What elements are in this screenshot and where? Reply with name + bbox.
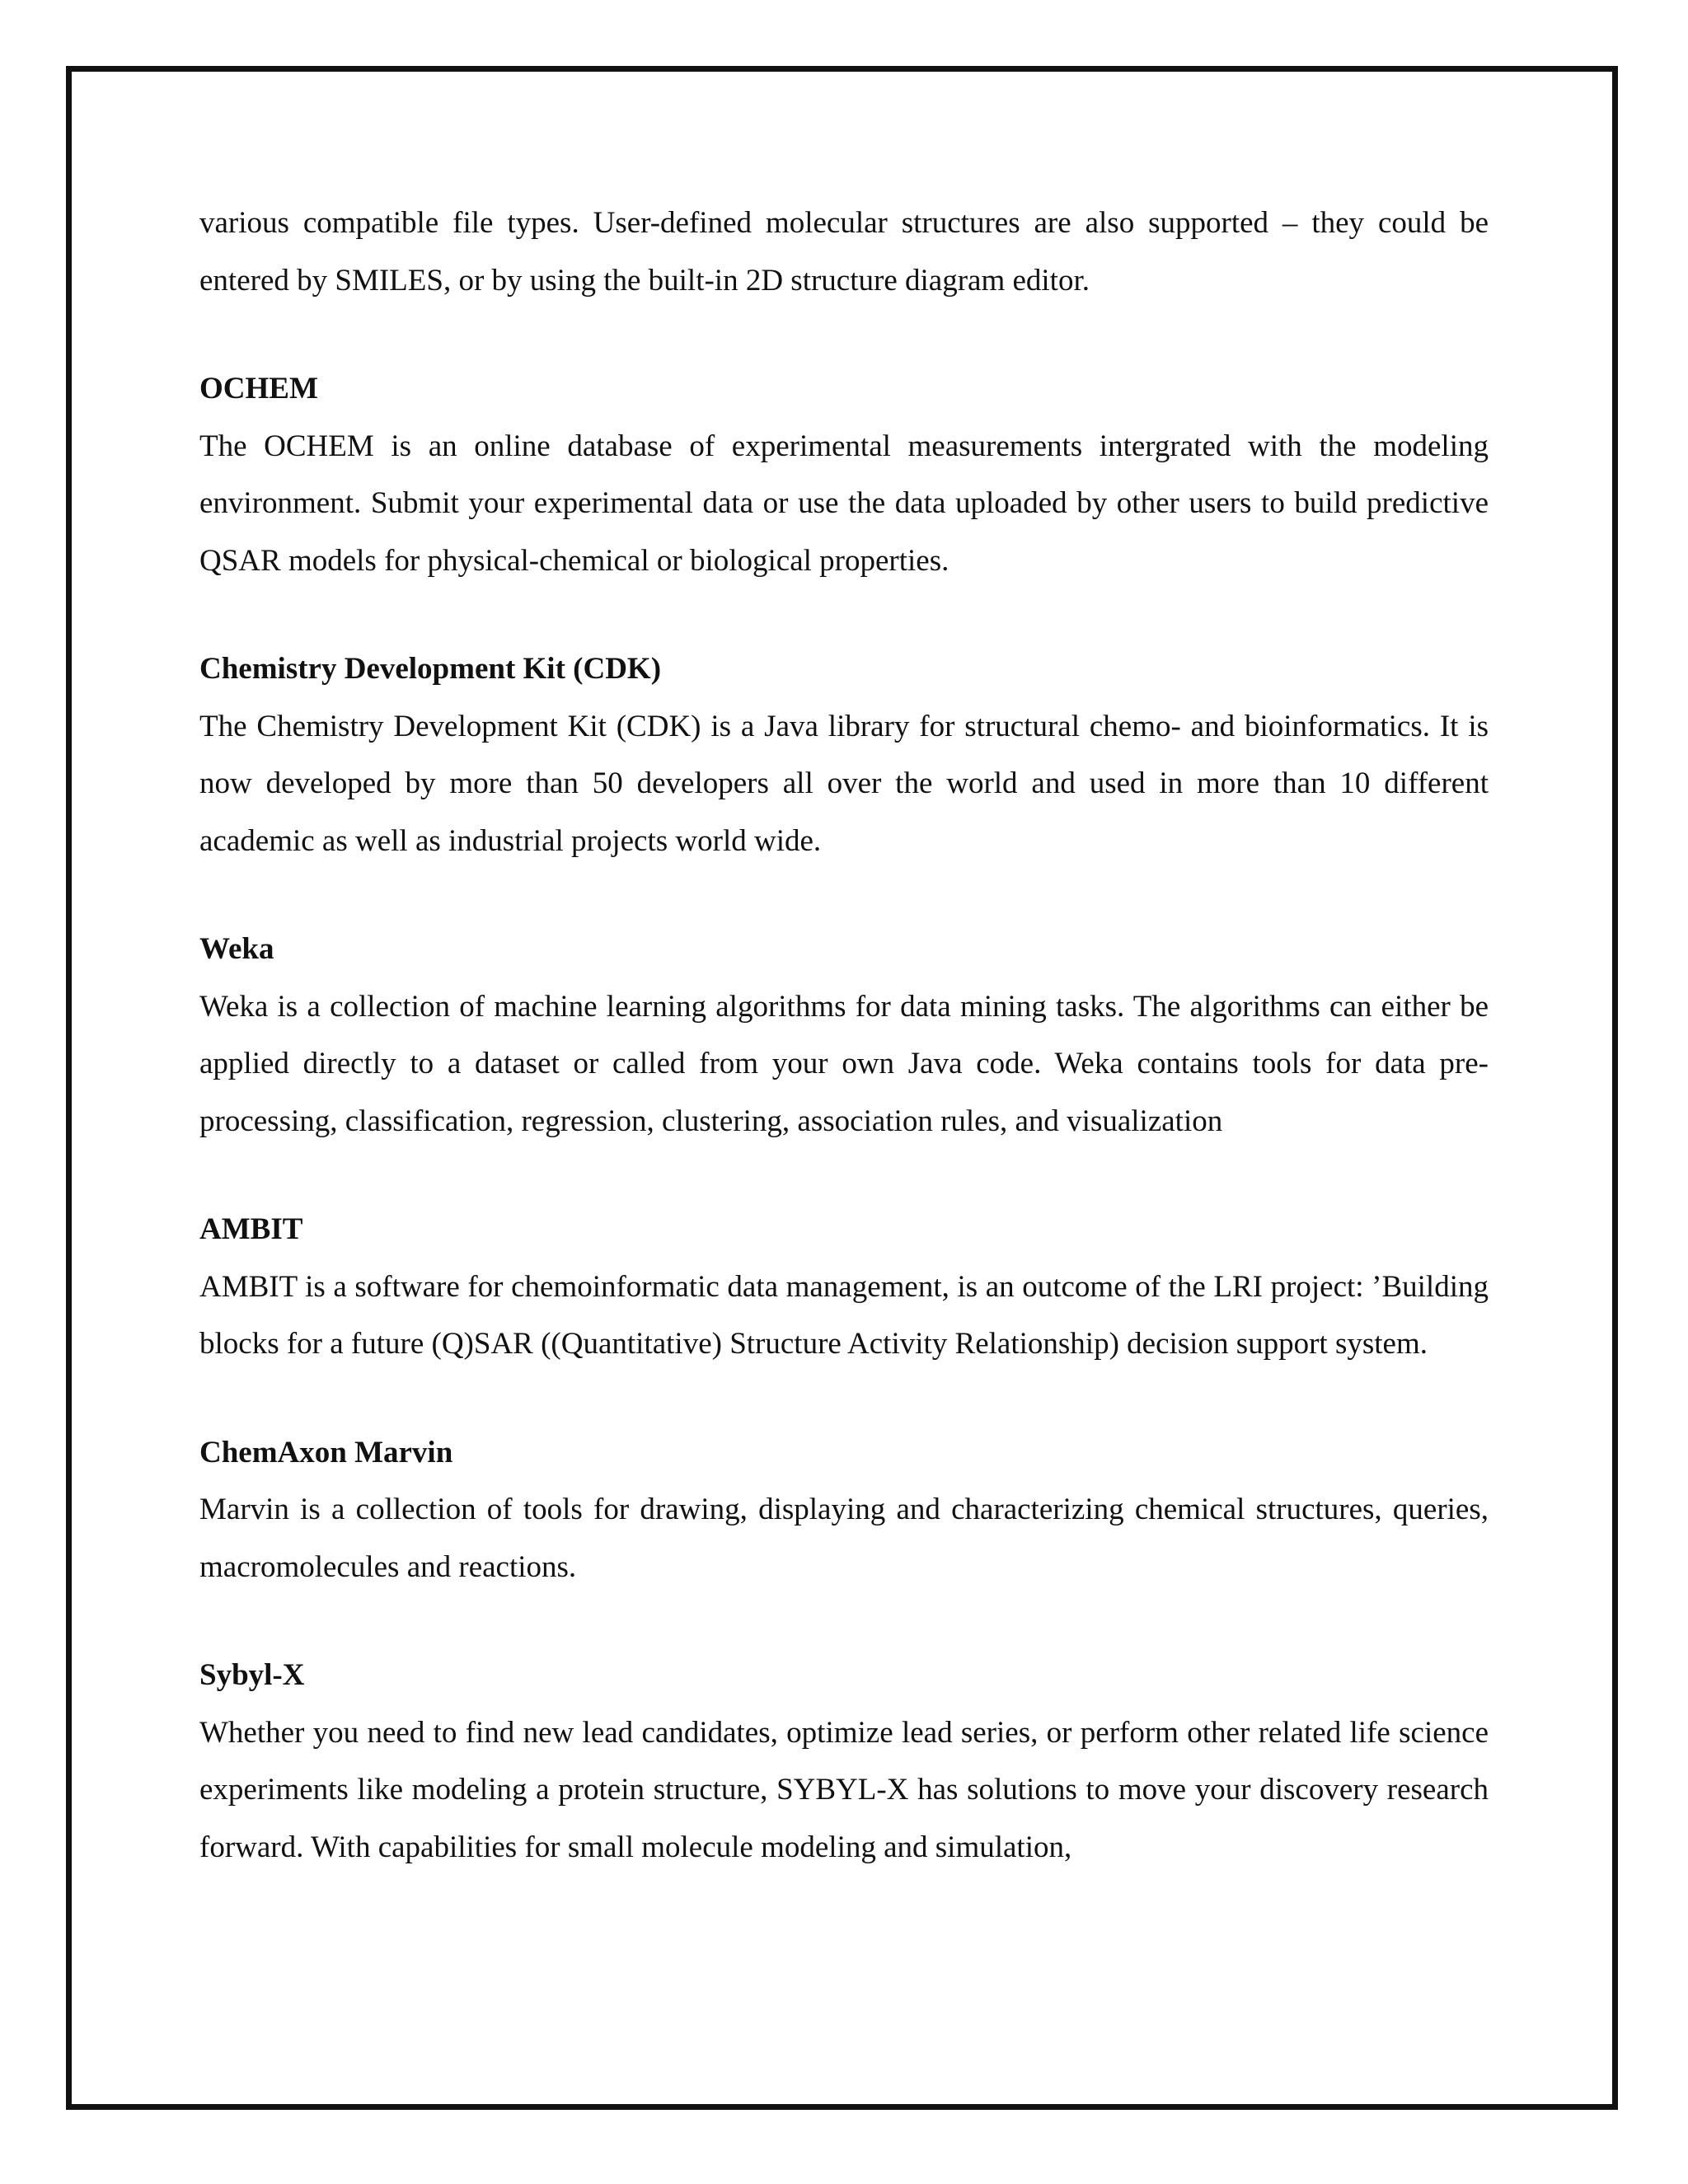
section-heading: ChemAxon Marvin [199,1435,453,1469]
section-paragraph: AMBIT is a software for chemoinformatic data management, is an outcome of the LRI project: ’Building blocks for a future (Q)SAR ((Quantitative) Structure Activity Relationship) decision support system. [199,1269,1489,1361]
section-cdk [199,640,1489,869]
section-sybyl-x [199,1647,1489,1876]
section-ochem [199,360,1489,589]
section-heading: Chemistry Development Kit (CDK) [199,652,662,686]
section-paragraph: The Chemistry Development Kit (CDK) is a Java library for structural chemo- and bioinformatics. It is now developed by more than 50 developers all over the world and used in more than 10 different academic as well as industrial projects world wide. [199,709,1489,858]
section-heading: Weka [199,932,274,966]
section-heading: OCHEM [199,372,318,405]
section-heading: Sybyl-X [199,1658,305,1692]
section-paragraph: Weka is a collection of machine learning algorithms for data mining tasks. The algorithms can either be applied directly to a dataset or called from your own Java code. Weka contains tools for data pre-processing, classification, regression, clustering, association rules, and visualization [199,989,1489,1138]
section-weka [199,921,1489,1150]
intro-paragraph: various compatible file types. User-defined molecular structures are also supported – they could be entered by SMILES, or by using the built-in 2D structure diagram editor. [199,206,1489,298]
section-chemaxon-marvin [199,1424,1489,1596]
document-body [199,194,1489,1876]
section-paragraph: The OCHEM is an online database of experimental measurements intergrated with the modeling environment. Submit your experimental data or use the data uploaded by other users to build predictive QSAR models for physical-chemical or biological properties. [199,429,1489,578]
section-heading: AMBIT [199,1212,303,1246]
section-paragraph: Marvin is a collection of tools for drawing, displaying and characterizing chemical structures, queries, macromolecules and reactions. [199,1493,1489,1584]
section-paragraph: Whether you need to find new lead candidates, optimize lead series, or perform other related life science experiments like modeling a protein structure, SYBYL-X has solutions to move your discovery research forward. With capabilities for small molecule modeling and simulation, [199,1715,1489,1864]
section-ambit [199,1201,1489,1373]
